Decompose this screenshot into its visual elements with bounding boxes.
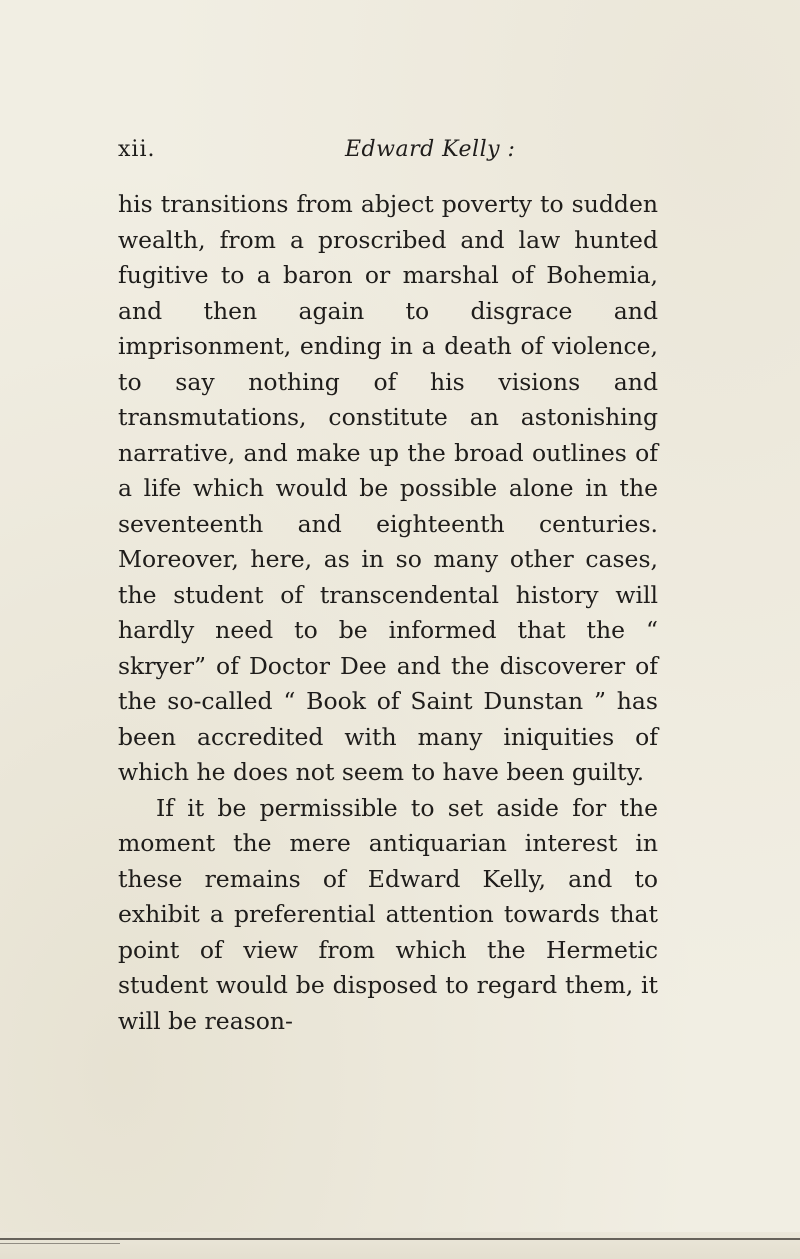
page-number: xii. xyxy=(118,137,156,162)
paragraph-1: his transitions from abject poverty to sudden wealth, from a proscribed and law hunted fugitive to a baron or marshal of Bohemia, and then again to disgrace and imprisonment, ending in a death of violence, to say nothing of his visions and transmutations, constitute an astonishing narrative, and make up the broad outlines of a life which would be possible alone in the seventeenth and eighteenth centuries. Moreover, here, as in so many other cases, the student of transcendental history will hardly need to be informed that the “ skryer” of Doctor Dee and the discoverer of the so-called “ Book of Saint Dunstan ” has been accredited with many iniquities of which he does not seem to have been guilty. xyxy=(118,190,658,786)
page-bottom-edge xyxy=(0,1232,800,1259)
page-header xyxy=(0,133,800,167)
body-text xyxy=(118,187,658,1039)
bottom-rule-fragment xyxy=(0,1243,120,1244)
running-title: Edward Kelly : xyxy=(345,137,516,162)
bottom-rule xyxy=(0,1238,800,1240)
paragraph-2: If it be permissible to set aside for the moment the mere antiquarian interest in these remains of Edward Kelly, and to exhibit a preferential attention towards that point of view from which the Hermetic student would be disposed to regard them, it will be reason- xyxy=(118,793,658,1035)
